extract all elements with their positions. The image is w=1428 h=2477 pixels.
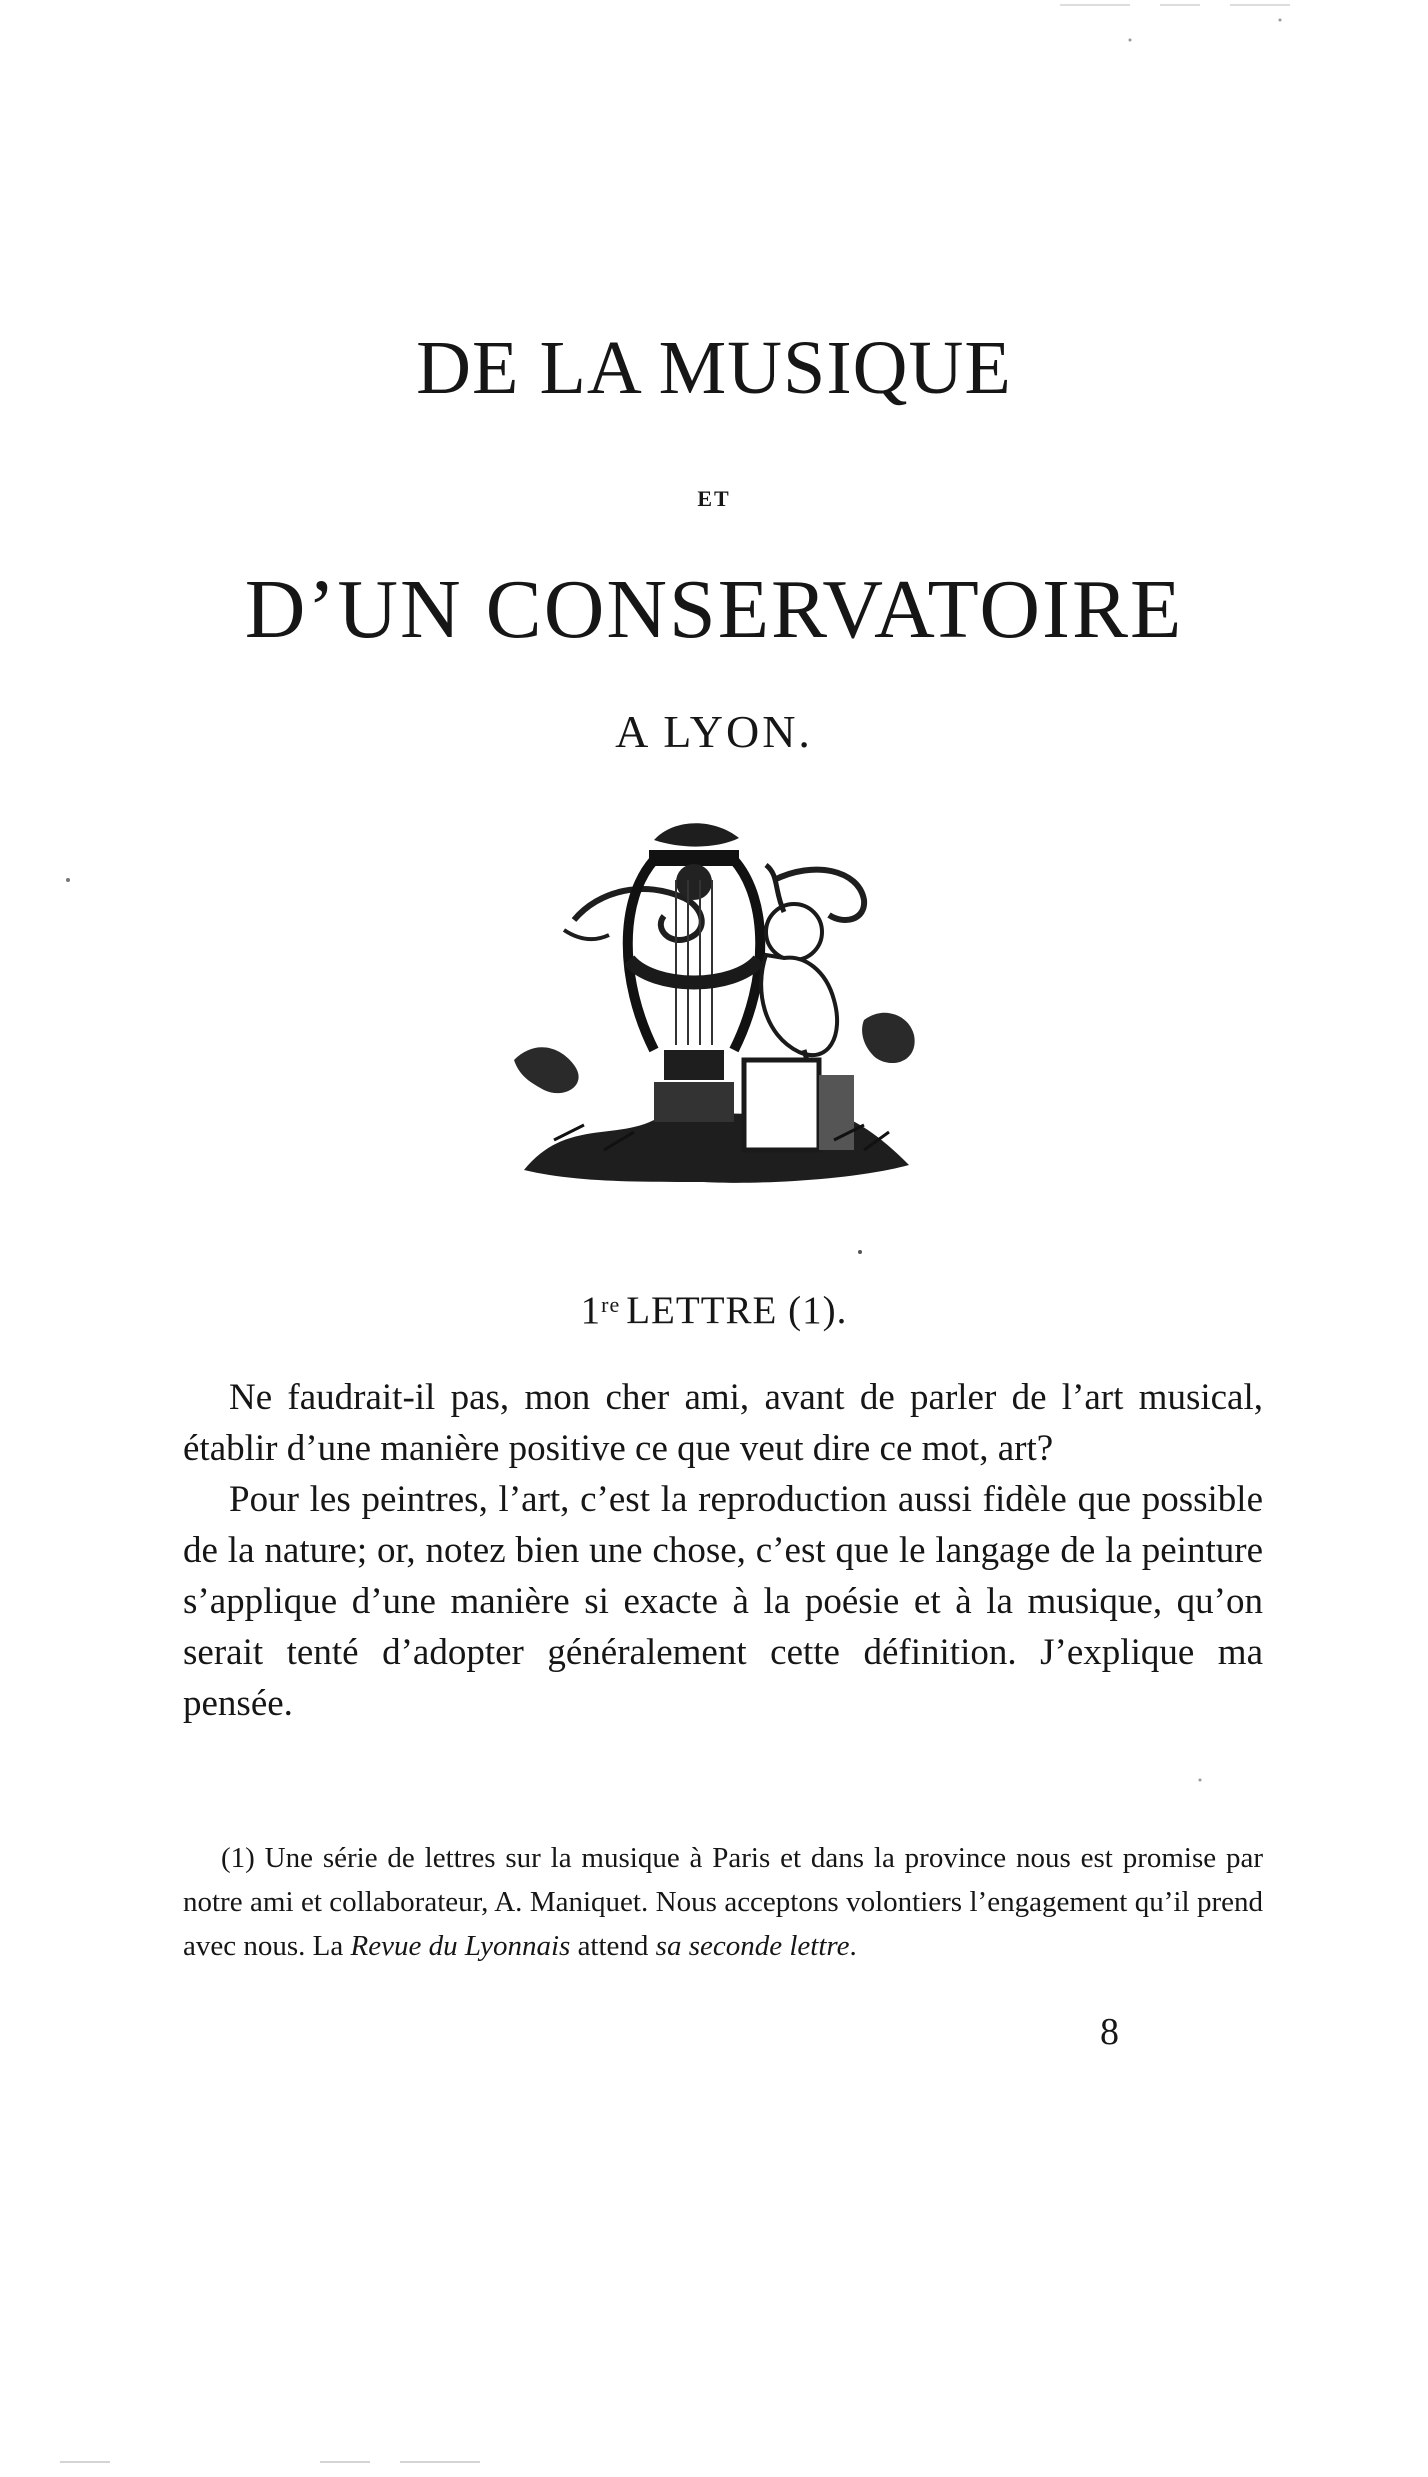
footnote-journal-title: Revue du Lyonnais	[350, 1930, 571, 1962]
letter-heading-text: LETTRE (1).	[626, 1289, 848, 1332]
body-text	[183, 1372, 1263, 1729]
title-line-1: DE LA MUSIQUE	[416, 326, 1012, 410]
footnote-paragraph	[183, 1836, 1263, 1968]
title-line-2: D’UN CONSERVATOIRE	[244, 563, 1184, 656]
title-line-3: A LYON.	[615, 706, 813, 757]
footnote-text-start: (1) Une série de lettres sur la musique à Paris et dans la province nous est promise par notre ami et collaborateur, A. Maniquet. Nous acceptons volontiers l’engagement qu’il prend avec nous. La	[183, 1842, 1263, 1962]
footnote	[183, 1836, 1263, 1968]
footnote-text-end: .	[849, 1930, 857, 1962]
body-paragraph: Ne faudrait-il pas, mon cher ami, avant de parler de l’art musical, établir d’une manière positive ce que veut dire ce mot, art?	[183, 1377, 1263, 1469]
footnote-text-middle: attend	[570, 1930, 656, 1962]
letter-heading-superscript: re	[601, 1292, 621, 1317]
body-paragraph: Pour les peintres, l’art, c’est la reproduction aussi fidèle que possible de la nature; or, notez bien une chose, c’est que le langage de la peinture s’applique d’une manière si exacte à la poésie et à la musique, qu’on serait tenté d’adopter généralement cette définition. J’explique ma pensée.	[183, 1479, 1263, 1724]
letter-heading-number: 1	[580, 1289, 602, 1332]
letter-heading	[0, 1288, 1428, 1333]
title-connector: ET	[697, 486, 731, 511]
page-number: 8	[1100, 2011, 1119, 2053]
lyre-and-cherub-vignette-icon	[504, 820, 924, 1190]
footnote-text-italic-end: sa seconde lettre	[655, 1930, 850, 1962]
